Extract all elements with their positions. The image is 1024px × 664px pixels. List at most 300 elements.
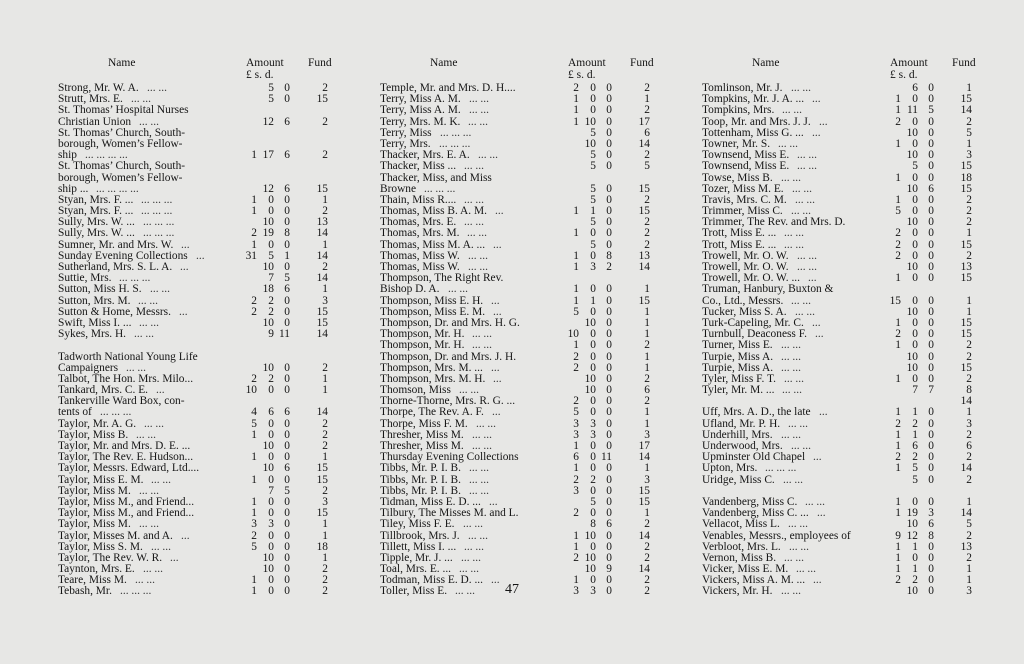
amount-shillings: 2: [590, 473, 596, 486]
fund-number: 15: [316, 473, 328, 486]
fund-number: 1: [966, 574, 972, 587]
amount-pounds: 2: [573, 507, 579, 520]
amount-pence: 0: [284, 518, 290, 531]
amount-pence: 0: [284, 551, 290, 564]
amount-pounds: 1: [895, 372, 901, 385]
donor-name: Tyler, Mr. M. ...: [702, 384, 775, 397]
donor-name: Sully, Mrs. W. ...: [58, 216, 135, 229]
donor-name: Thompson, Mr. H.: [380, 328, 465, 341]
donor-name: Tibbs, Mr. P. I. B.: [380, 484, 461, 497]
leader-dots: ... ...: [464, 216, 484, 229]
amount-shillings: 10: [262, 551, 274, 564]
fund-number: 14: [638, 563, 650, 576]
amount-pence: 0: [284, 261, 290, 273]
leader-dots: ... ...: [134, 328, 154, 341]
amount-pence: 0: [928, 540, 934, 553]
amount-shillings: 11: [907, 104, 918, 117]
donor-name: Sunday Evening Collections: [58, 249, 188, 262]
amount-shillings: 0: [268, 585, 274, 598]
amount-pence: 0: [284, 216, 290, 229]
amount-shillings: 0: [268, 495, 274, 508]
fund-number: 14: [638, 137, 650, 150]
amount-pence: 0: [284, 384, 290, 397]
list-item: [380, 228, 670, 239]
amount-shillings: 10: [584, 316, 596, 329]
fund-number: 2: [322, 417, 328, 430]
amount-shillings: 0: [590, 574, 596, 587]
donor-name: Taylor, Miss E. M.: [58, 473, 144, 486]
fund-number: 6: [644, 126, 650, 139]
leader-dots: ...: [493, 238, 502, 251]
fund-number: 14: [960, 395, 972, 408]
fund-number: 1: [966, 406, 972, 419]
amount-shillings: 0: [590, 350, 596, 363]
amount-pence: 0: [606, 384, 612, 397]
amount-pounds: 1: [573, 339, 579, 352]
amount-shillings: 0: [268, 238, 274, 251]
leader-dots: ... ...: [795, 305, 815, 318]
leader-dots: ... ...: [797, 160, 817, 173]
amount-pounds: 2: [251, 227, 257, 240]
amount-pence: 0: [606, 551, 612, 564]
amount-pence: 0: [606, 339, 612, 352]
amount-shillings: 10: [584, 529, 596, 542]
leader-dots: ...: [492, 406, 501, 419]
donor-name: Swift, Miss I. ...: [58, 316, 132, 329]
amount-pence: 7: [928, 384, 934, 397]
fund-number: 2: [322, 205, 328, 218]
fund-number: 14: [638, 261, 650, 273]
amount-shillings: 5: [590, 193, 596, 206]
leader-dots: ... ...: [455, 585, 475, 598]
fund-number: 14: [960, 507, 972, 520]
amount-pence: 0: [928, 238, 934, 251]
amount-pence: 0: [928, 261, 934, 273]
amount-pence: 3: [928, 507, 934, 520]
amount-shillings: 5: [590, 182, 596, 195]
fund-number: 14: [316, 227, 328, 240]
amount-pounds: 5: [573, 305, 579, 318]
list-column-2: [380, 57, 670, 598]
leader-dots: ... ...: [805, 495, 825, 508]
amount-pounds: 2: [573, 361, 579, 374]
fund-number: 3: [966, 149, 972, 162]
header-fund: Fund: [630, 57, 654, 69]
amount-pence: 0: [284, 193, 290, 206]
amount-pounds: 2: [251, 372, 257, 385]
donor-name: Turpie, Miss A.: [702, 350, 774, 363]
donor-name: Taylor, Miss S. M.: [58, 540, 143, 553]
amount-shillings: 6: [912, 440, 918, 452]
amount-pounds: 1: [895, 339, 901, 352]
fund-number: 5: [644, 160, 650, 173]
fund-number: 2: [644, 372, 650, 385]
fund-number: 2: [644, 193, 650, 206]
leader-dots: ... ...: [791, 440, 811, 452]
leader-dots: ... ... ...: [424, 182, 456, 195]
donor-name: Trimmer, The Rev. and Mrs. D.: [702, 216, 846, 229]
fund-number: 15: [638, 495, 650, 508]
donor-name: Taylor, Mr. A. G.: [58, 417, 137, 430]
amount-pence: 6: [606, 518, 612, 531]
fund-number: 15: [960, 93, 972, 106]
amount-pence: 9: [606, 563, 612, 576]
fund-number: 1: [966, 227, 972, 240]
fund-number: 13: [960, 261, 972, 273]
amount-pence: 0: [928, 495, 934, 508]
amount-pounds: 2: [573, 350, 579, 363]
donor-name: Sumner, Mr. and Mrs. W.: [58, 238, 174, 251]
donor-name: Browne: [380, 182, 417, 195]
donor-name: Thresher, Miss M.: [380, 428, 464, 441]
amount-pence: 0: [928, 227, 934, 240]
amount-shillings: 0: [268, 451, 274, 464]
amount-shillings: 0: [268, 205, 274, 218]
amount-pence: 0: [928, 428, 934, 441]
donor-name: Towner, Mr. S.: [702, 137, 771, 150]
amount-shillings: 0: [590, 339, 596, 352]
donor-name: Suttie, Mrs.: [58, 272, 112, 285]
amount-shillings: 12: [906, 529, 918, 542]
header-amount: Amount: [568, 57, 606, 69]
amount-shillings: 0: [590, 227, 596, 240]
amount-pence: 0: [606, 305, 612, 318]
amount-pence: 0: [606, 417, 612, 430]
amount-pounds: 2: [573, 551, 579, 564]
amount-shillings: 1: [590, 294, 596, 307]
list-item: [380, 519, 670, 530]
amount-pounds: 1: [895, 137, 901, 150]
fund-number: 15: [316, 305, 328, 318]
amount-pounds: 6: [573, 451, 579, 464]
leader-dots: ... ...: [464, 160, 484, 173]
header-amount: Amount: [246, 57, 284, 69]
donor-name: Sutton & Home, Messrs.: [58, 305, 171, 318]
leader-dots: ... ...: [782, 384, 802, 397]
amount-pounds: 1: [573, 462, 579, 475]
amount-pence: 0: [606, 238, 612, 251]
donor-name: Turpie, Miss A.: [702, 361, 774, 374]
donor-name: Underwood, Mrs.: [702, 440, 783, 452]
amount-pounds: 2: [573, 473, 579, 486]
amount-pounds: 5: [895, 205, 901, 218]
amount-shillings: 10: [906, 361, 918, 374]
amount-pence: 0: [284, 473, 290, 486]
donor-name: Teare, Miss M.: [58, 574, 127, 587]
leader-dots: ...: [491, 574, 500, 587]
donor-name: borough, Women’s Fellow-: [58, 171, 183, 184]
amount-pence: 0: [928, 574, 934, 587]
donor-name: Vickers, Mr. H.: [702, 585, 773, 598]
amount-shillings: 10: [906, 126, 918, 139]
list-item: [702, 352, 992, 363]
list-column-3: [702, 57, 992, 598]
amount-pence: 0: [928, 93, 934, 106]
donor-name: Toop, Mr. and Mrs. J. J.: [702, 115, 811, 128]
donor-name: Taylor, The Rev. E. Hudson...: [58, 451, 194, 464]
fund-number: 1: [966, 495, 972, 508]
amount-shillings: 0: [268, 529, 274, 542]
fund-number: 1: [644, 462, 650, 475]
amount-pence: 0: [606, 294, 612, 307]
leader-dots: ... ...: [781, 339, 801, 352]
leader-dots: ...: [493, 305, 502, 318]
amount-shillings: 2: [912, 574, 918, 587]
fund-number: 1: [322, 283, 328, 296]
donor-name: Thacker, Miss, and Miss: [380, 171, 492, 184]
amount-shillings: 0: [268, 540, 274, 553]
leader-dots: ...: [170, 551, 179, 564]
donor-name: Taylor, Misses M. and A.: [58, 529, 173, 542]
amount-pounds: 1: [573, 205, 579, 218]
amount-pounds: 1: [573, 283, 579, 296]
leader-dots: ... ...: [459, 563, 479, 576]
amount-pounds: 1: [251, 428, 257, 441]
header-name: Name: [430, 57, 458, 69]
leader-dots: ... ...: [468, 261, 488, 273]
fund-number: 1: [644, 350, 650, 363]
donor-name: Trimmer, Miss C.: [702, 205, 783, 218]
amount-pounds: 15: [889, 294, 901, 307]
amount-shillings: 10: [262, 440, 274, 452]
amount-pounds: 1: [573, 93, 579, 106]
leader-dots: ... ... ...: [143, 227, 175, 240]
fund-number: 2: [644, 395, 650, 408]
donor-name: Tibbs, Mr. P. I. B.: [380, 473, 461, 486]
amount-shillings: 0: [912, 339, 918, 352]
amount-pounds: 2: [895, 574, 901, 587]
list-item: [702, 531, 992, 542]
amount-pence: 6: [284, 149, 290, 162]
amount-shillings: 0: [590, 93, 596, 106]
amount-shillings: 19: [906, 507, 918, 520]
leader-dots: ... ...: [151, 473, 171, 486]
leader-dots: ... ...: [788, 417, 808, 430]
amount-pence: 11: [279, 328, 290, 341]
leader-dots: ... ...: [796, 563, 816, 576]
donor-name: Talbot, The Hon. Mrs. Milo...: [58, 372, 194, 385]
fund-number: 2: [644, 216, 650, 229]
fund-number: 2: [322, 563, 328, 576]
list-item: [380, 340, 670, 351]
leader-dots: ... ...: [151, 540, 171, 553]
amount-shillings: 7: [268, 272, 274, 285]
list-item: [702, 105, 992, 116]
fund-number: 15: [638, 294, 650, 307]
list-item: [380, 352, 670, 363]
leader-dots: ... ...: [139, 518, 159, 531]
leader-dots: ... ...: [783, 473, 803, 486]
amount-pounds: 2: [251, 294, 257, 307]
donor-name: Thompson, Mrs. M. H.: [380, 372, 486, 385]
amount-shillings: 12: [262, 182, 274, 195]
amount-pence: 0: [606, 440, 612, 452]
donor-name: Tyler, Miss F. T.: [702, 372, 776, 385]
fund-number: 2: [322, 361, 328, 374]
fund-number: 15: [960, 238, 972, 251]
amount-shillings: 7: [268, 484, 274, 497]
donor-name: tents of: [58, 406, 92, 419]
amount-shillings: 10: [584, 372, 596, 385]
header-fund: Fund: [952, 57, 976, 69]
amount-shillings: 0: [590, 440, 596, 452]
donor-name: Vandenberg, Miss C.: [702, 495, 798, 508]
amount-shillings: 0: [912, 227, 918, 240]
amount-pence: 0: [928, 372, 934, 385]
fund-number: 3: [966, 585, 972, 598]
amount-shillings: 10: [262, 462, 274, 475]
amount-pounds: 2: [895, 249, 901, 262]
donor-name: Tucker, Miss S. A.: [702, 305, 787, 318]
donor-name: Vicker, Miss E. M.: [702, 563, 789, 576]
amount-shillings: 0: [268, 428, 274, 441]
list-item: [58, 407, 348, 418]
fund-number: 17: [638, 440, 650, 452]
amount-pence: 0: [606, 149, 612, 162]
amount-shillings: 8: [590, 518, 596, 531]
donor-name: Tomlinson, Mr. J.: [702, 82, 783, 94]
donor-name: Townsend, Miss E.: [702, 149, 790, 162]
fund-number: 14: [960, 104, 972, 117]
amount-pence: 0: [928, 126, 934, 139]
list-item: [702, 519, 992, 530]
amount-shillings: 0: [268, 193, 274, 206]
donor-name: Thompson, Dr. and Mrs. H. G.: [380, 316, 520, 329]
amount-shillings: 5: [590, 149, 596, 162]
fund-number: 2: [644, 518, 650, 531]
amount-pounds: 1: [573, 249, 579, 262]
leader-dots: ... ...: [781, 428, 801, 441]
amount-pence: 6: [928, 518, 934, 531]
header-lsd: £ s. d.: [246, 69, 274, 81]
amount-pence: 0: [606, 428, 612, 441]
fund-number: 2: [322, 484, 328, 497]
amount-shillings: 1: [590, 205, 596, 218]
amount-pence: 0: [284, 563, 290, 576]
leader-dots: ... ...: [135, 574, 155, 587]
list-item: [380, 531, 670, 542]
donor-name: Tozer, Miss M. E.: [702, 182, 784, 195]
donor-name: Thorne-Thorne, Mrs. R. G. ...: [380, 395, 516, 408]
fund-number: 13: [316, 216, 328, 229]
amount-shillings: 0: [590, 104, 596, 117]
fund-number: 18: [316, 540, 328, 553]
amount-shillings: 0: [912, 205, 918, 218]
fund-number: 1: [644, 507, 650, 520]
fund-number: 15: [316, 182, 328, 195]
fund-number: 2: [644, 339, 650, 352]
amount-pounds: 1: [573, 104, 579, 117]
amount-shillings: 2: [268, 372, 274, 385]
fund-number: 15: [960, 182, 972, 195]
donor-name: Thursday Evening Collections: [380, 451, 519, 464]
amount-pence: 0: [284, 451, 290, 464]
amount-pence: 0: [928, 316, 934, 329]
amount-pence: 6: [284, 182, 290, 195]
amount-shillings: 0: [590, 406, 596, 419]
amount-pence: 0: [928, 160, 934, 173]
amount-pounds: 2: [573, 395, 579, 408]
leader-dots: ...: [491, 294, 500, 307]
fund-number: 3: [322, 495, 328, 508]
donor-name: Tebash, Mr.: [58, 585, 112, 598]
donor-name: Taylor, Miss B.: [58, 428, 129, 441]
amount-shillings: 0: [912, 372, 918, 385]
amount-shillings: 0: [590, 507, 596, 520]
leader-dots: ... ... ...: [439, 137, 471, 150]
fund-number: 1: [644, 406, 650, 419]
list-item: [702, 340, 992, 351]
amount-pounds: 1: [251, 149, 257, 162]
amount-shillings: 2: [912, 451, 918, 464]
donor-name: Tankerville Ward Box, con-: [58, 395, 185, 408]
donor-name: Thomas, Miss W.: [380, 249, 460, 262]
amount-pence: 0: [928, 473, 934, 486]
amount-pounds: 10: [245, 384, 257, 397]
leader-dots: ... ...: [467, 227, 487, 240]
amount-pence: 0: [928, 294, 934, 307]
header-name: Name: [108, 57, 136, 69]
list-item: [380, 284, 670, 295]
leader-dots: ... ... ... ...: [96, 182, 139, 195]
amount-shillings: 0: [590, 484, 596, 497]
leader-dots: ... ... ...: [119, 272, 151, 285]
amount-shillings: 0: [590, 82, 596, 94]
list-item: [58, 531, 348, 542]
donor-name: Taylor, Miss M., and Friend...: [58, 495, 195, 508]
donor-name: Thacker, Miss ...: [380, 160, 457, 173]
donor-name: Underhill, Mrs.: [702, 428, 773, 441]
fund-number: 1: [644, 316, 650, 329]
donor-name: Thomas, Mrs. E.: [380, 216, 457, 229]
amount-pounds: 2: [895, 227, 901, 240]
list-item: [380, 173, 670, 184]
leader-dots: ... ...: [797, 261, 817, 273]
amount-shillings: 5: [912, 462, 918, 475]
amount-pence: 0: [606, 316, 612, 329]
amount-shillings: 0: [268, 417, 274, 430]
leader-dots: ... ...: [139, 316, 159, 329]
amount-pence: 0: [284, 361, 290, 374]
fund-number: 3: [322, 294, 328, 307]
amount-pence: 0: [928, 417, 934, 430]
donor-name: Thompson, Miss E. H.: [380, 294, 484, 307]
amount-pounds: 1: [895, 316, 901, 329]
amount-shillings: 5: [590, 160, 596, 173]
fund-number: 15: [316, 316, 328, 329]
amount-pounds: 2: [895, 417, 901, 430]
amount-pence: 0: [606, 484, 612, 497]
leader-dots: ... ...: [138, 294, 158, 307]
fund-number: 14: [960, 462, 972, 475]
fund-number: 2: [644, 551, 650, 564]
amount-shillings: 0: [912, 171, 918, 184]
fund-number: 1: [644, 417, 650, 430]
amount-pence: 2: [606, 261, 612, 273]
leader-dots: ...: [495, 205, 504, 218]
fund-number: 1: [322, 451, 328, 464]
amount-shillings: 0: [912, 115, 918, 128]
leader-dots: ... ...: [469, 484, 489, 497]
leader-dots: ... ... ...: [440, 126, 472, 139]
amount-pence: 0: [606, 585, 612, 598]
list-item: [702, 385, 992, 396]
leader-dots: ... ... ...: [120, 585, 152, 598]
amount-pence: 0: [606, 205, 612, 218]
donor-name: Tibbs, Mr. P. I. B.: [380, 462, 461, 475]
donor-name: Taylor, Miss M.: [58, 484, 131, 497]
amount-pence: 0: [606, 574, 612, 587]
